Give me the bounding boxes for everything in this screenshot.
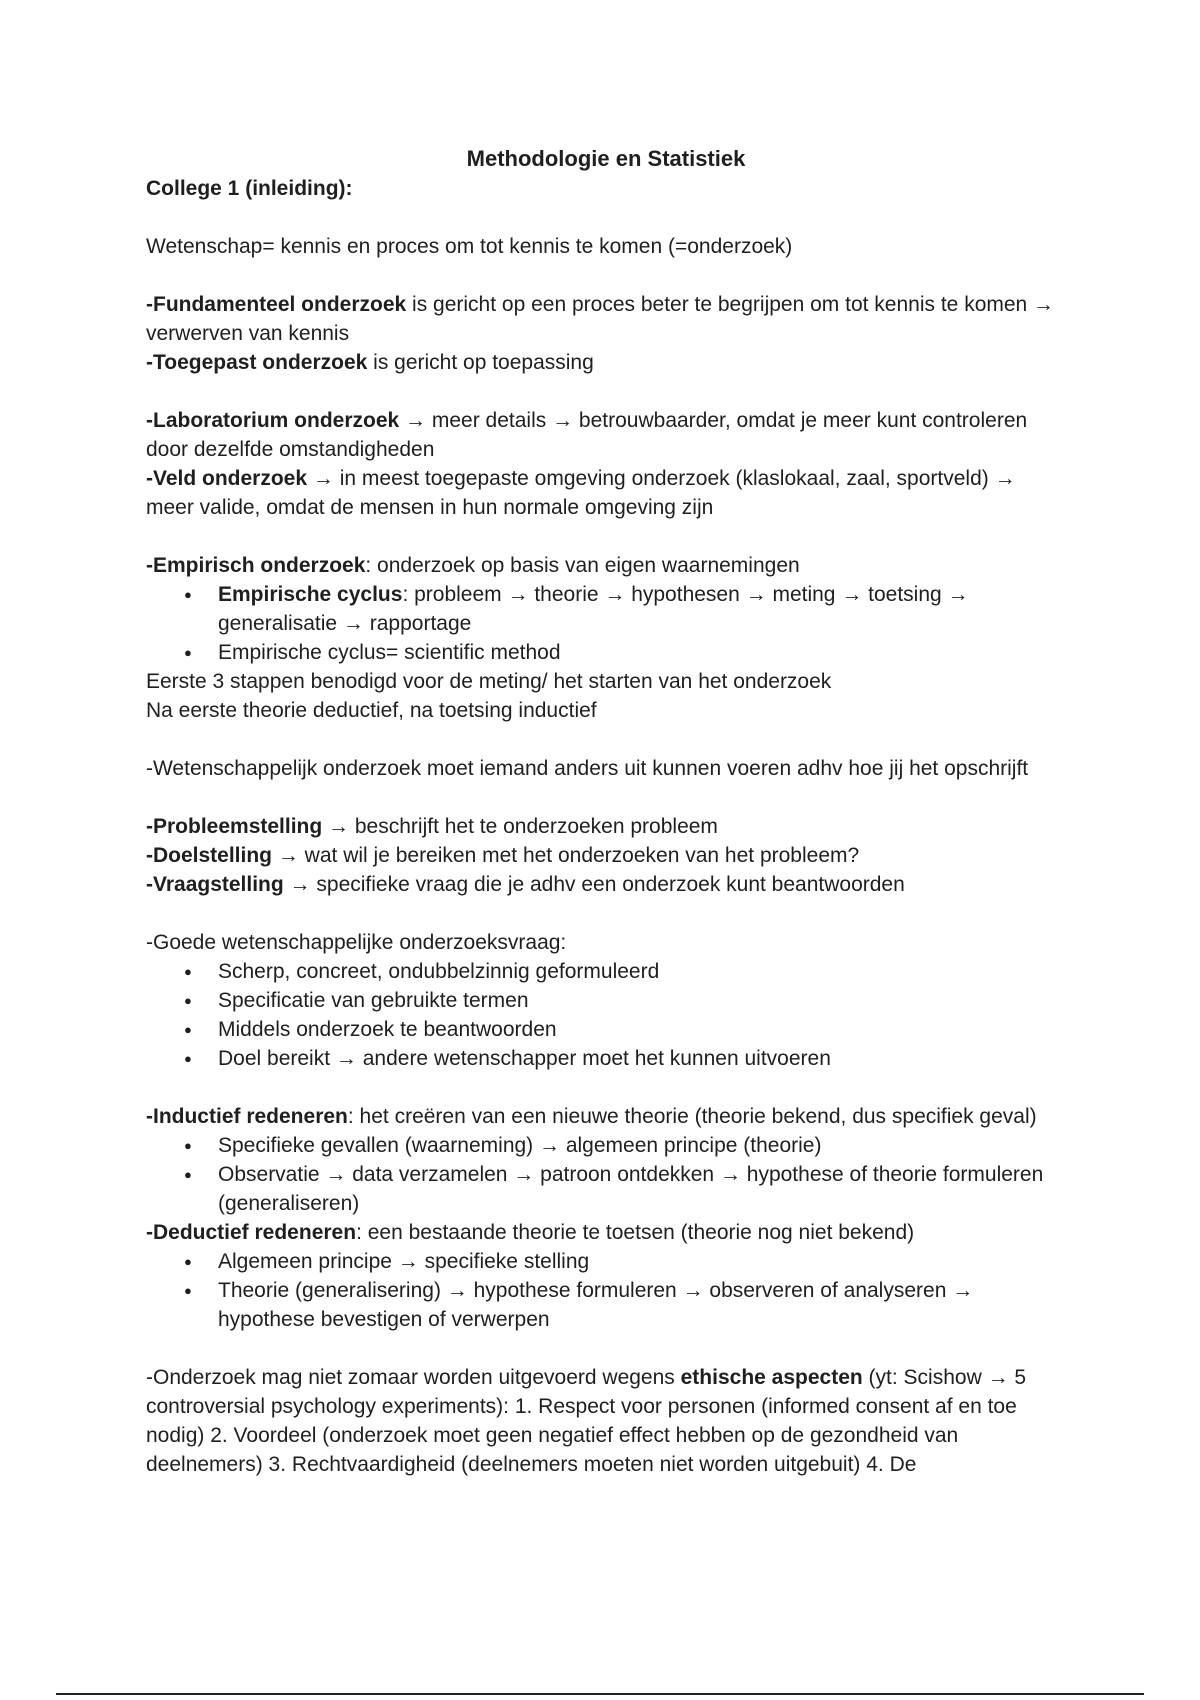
term-ethics: ethische aspecten bbox=[680, 1366, 863, 1389]
empirical-note-1: Eerste 3 stappen benodigd voor de meting/ het starten van het onderzoek bbox=[146, 670, 832, 693]
list-item: ● Theorie (generalisering) → hypothese formuleren → observeren of analyseren → hypothese bevestigen of verwerpen bbox=[218, 1276, 1066, 1334]
lab-research-paragraph: -Laboratorium onderzoek → meer details → betrouwbaarder, omdat je meer kunt controleren door dezelfde omstandigheden bbox=[146, 409, 1028, 461]
term-lab: -Laboratorium onderzoek bbox=[146, 409, 400, 432]
empirical-note-2: Na eerste theorie deductief, na toetsing inductief bbox=[146, 699, 597, 722]
list-item: ● Observatie → data verzamelen → patroon ontdekken → hypothese of theorie formuleren (generaliseren) bbox=[218, 1160, 1066, 1218]
list-item: ● Empirische cyclus: probleem → theorie → hypothesen → meting → toetsing → generalisatie → rapportage bbox=[218, 580, 1066, 638]
good-question-list bbox=[146, 957, 1066, 1073]
list-item: ● Doel bereikt → andere wetenschapper moet het kunnen uitvoeren bbox=[218, 1044, 1066, 1073]
problem-statement-paragraph: -Probleemstelling → beschrijft het te onderzoeken probleem bbox=[146, 815, 718, 838]
term-question: -Vraagstelling bbox=[146, 873, 284, 896]
goal-statement-paragraph: -Doelstelling → wat wil je bereiken met het onderzoeken van het probleem? bbox=[146, 844, 860, 867]
list-item: ● Specificatie van gebruikte termen bbox=[218, 986, 1066, 1015]
lecture-subtitle: College 1 (inleiding): bbox=[146, 177, 353, 200]
term-field: -Veld onderzoek bbox=[146, 467, 308, 490]
list-item: ● Middels onderzoek te beantwoorden bbox=[218, 1015, 1066, 1044]
fundamental-research-paragraph: -Fundamenteel onderzoek is gericht op een proces beter te begrijpen om tot kennis te komen → verwerven van kennis bbox=[146, 293, 1055, 345]
replication-paragraph: -Wetenschappelijk onderzoek moet iemand anders uit kunnen voeren adhv hoe jij het opschrijft bbox=[146, 757, 1029, 780]
term-fundamental: -Fundamenteel onderzoek bbox=[146, 293, 407, 316]
term-applied: -Toegepast onderzoek bbox=[146, 351, 368, 374]
inductive-paragraph: -Inductief redeneren: het creëren van een nieuwe theorie (theorie bekend, dus specifiek geval) bbox=[146, 1105, 1037, 1128]
term-problem: -Probleemstelling bbox=[146, 815, 323, 838]
inductive-list bbox=[146, 1131, 1066, 1218]
deductive-list bbox=[146, 1247, 1066, 1334]
list-item: ● Empirische cyclus= scientific method bbox=[218, 638, 1066, 667]
term-inductive: -Inductief redeneren bbox=[146, 1105, 348, 1128]
list-item: ● Specifieke gevallen (waarneming) → algemeen principe (theorie) bbox=[218, 1131, 1066, 1160]
field-research-paragraph: -Veld onderzoek → in meest toegepaste omgeving onderzoek (klaslokaal, zaal, sportveld) → meer valide, omdat de mensen in hun normale omgeving zijn bbox=[146, 467, 1016, 519]
page-bottom-rule bbox=[56, 1693, 1144, 1695]
applied-research-paragraph: -Toegepast onderzoek is gericht op toepassing bbox=[146, 351, 594, 374]
term-empirical: -Empirisch onderzoek bbox=[146, 554, 366, 577]
ethics-paragraph: -Onderzoek mag niet zomaar worden uitgevoerd wegens ethische aspecten (yt: Scishow → 5 controversial psychology experiments): 1. Respect voor personen (informed consent af en toe nodig) 2. Voordeel (onderzoek moet geen negatief effect hebben op de gezondheid van deelnemers) 3. Rechtvaardigheid (deelnemers moeten niet worden uitgebuit) 4. De bbox=[146, 1366, 1027, 1476]
document-title: Methodologie en Statistiek bbox=[466, 146, 746, 171]
good-question-heading: -Goede wetenschappelijke onderzoeksvraag: bbox=[146, 931, 567, 954]
definition-paragraph: Wetenschap= kennis en proces om tot kennis te komen (=onderzoek) bbox=[146, 235, 793, 258]
deductive-paragraph: -Deductief redeneren: een bestaande theorie te toetsen (theorie nog niet bekend) bbox=[146, 1221, 915, 1244]
document-page bbox=[146, 144, 1066, 1479]
list-item: ● Scherp, concreet, ondubbelzinnig geformuleerd bbox=[218, 957, 1066, 986]
empirical-list bbox=[146, 580, 1066, 667]
term-deductive: -Deductief redeneren bbox=[146, 1221, 357, 1244]
empirical-research-paragraph: -Empirisch onderzoek: onderzoek op basis van eigen waarnemingen bbox=[146, 554, 800, 577]
term-goal: -Doelstelling bbox=[146, 844, 273, 867]
list-item: ● Algemeen principe → specifieke stelling bbox=[218, 1247, 1066, 1276]
question-statement-paragraph: -Vraagstelling → specifieke vraag die je adhv een onderzoek kunt beantwoorden bbox=[146, 873, 905, 896]
